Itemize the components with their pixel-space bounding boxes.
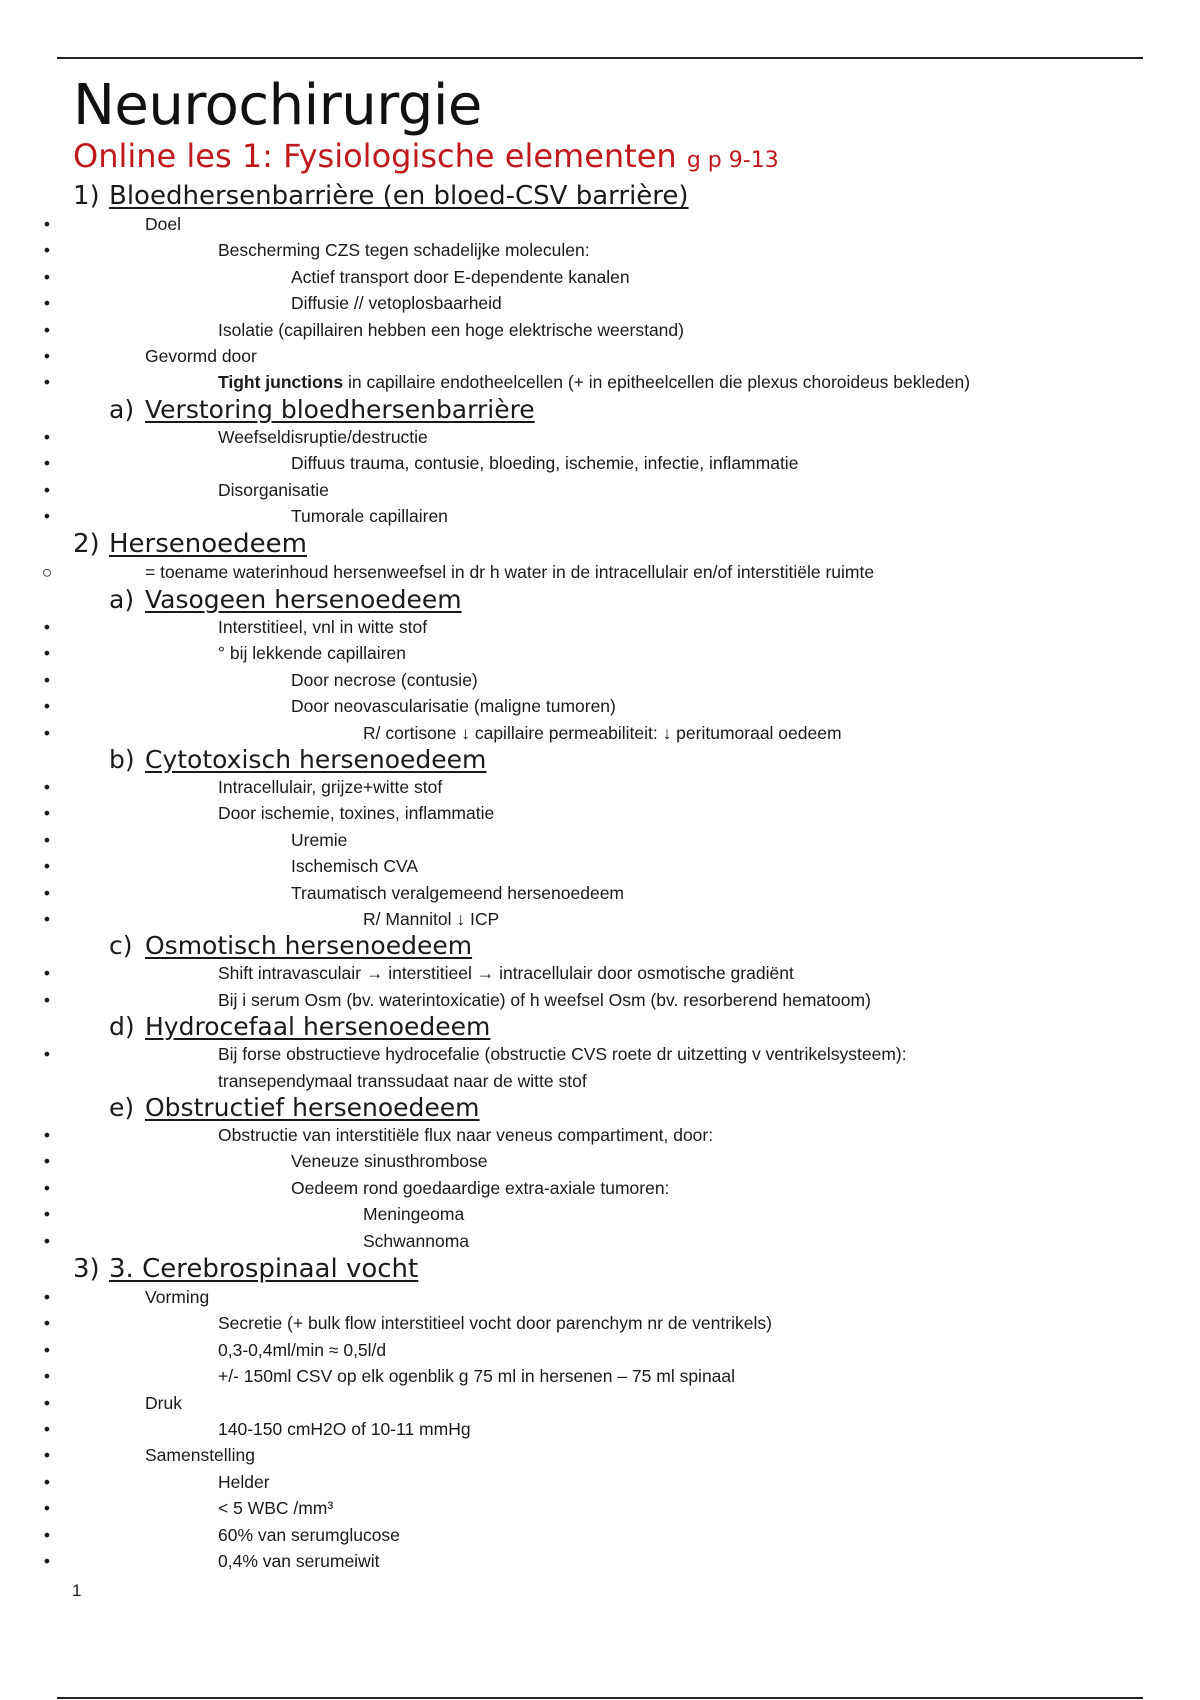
list-item: • ° bij lekkende capillairen [43,643,406,664]
subsection-heading-2d: d) Hydrocefaal hersenoedeem [109,1012,491,1042]
page-number: 1 [72,1581,82,1600]
definition-item: ○ = toename waterinhoud hersenweefsel in dr h water in de intracellulair en/of interstitiële ruimte [41,562,875,583]
list-item: • Secretie (+ bulk flow interstitieel vocht door parenchym nr de ventrikels) [43,1313,772,1334]
lesson-heading [73,138,1153,179]
subsection-heading-2a: a) Vasogeen hersenoedeem [109,584,462,614]
list-item: • Actief transport door E-dependente kanalen [43,266,630,287]
list-item: • Diffuus trauma, contusie, bloeding, ischemie, infectie, inflammatie [43,453,799,474]
list-item-continuation: transependymaal transsudaat naar de witte stof [218,1070,587,1091]
list-item: • 0,3-0,4ml/min ≈ 0,5l/d [43,1339,387,1360]
list-item: • Doel [43,214,181,234]
list-item: • < 5 WBC /mm³ [43,1498,334,1519]
document-page [41,73,1153,1574]
list-item: • Uremie [43,829,348,850]
list-item: • Weefseldisruptie/destructie [43,426,428,447]
list-item: • Ischemisch CVA [43,856,419,877]
section-heading-1: 1) Bloedhersenbarrière (en bloed-CSV barrière) [73,181,689,211]
list-item: • Gevormd door [43,346,257,367]
list-item: • Disorganisatie [43,479,329,500]
subsection-heading-2e: e) Obstructief hersenoedeem [109,1092,480,1122]
list-item: • Vorming [43,1287,210,1307]
list-item: • Tight junctions in capillaire endotheelcellen (+ in epitheelcellen die plexus choroideus bekleden) [43,372,971,393]
top-border-line [57,57,1143,59]
list-item: • Intracellulair, grijze+witte stof [43,776,443,797]
section-1-list [43,211,1153,396]
list-item: • Schwannoma [43,1230,470,1251]
lesson-page-ref: g p 9-13 [686,148,779,173]
list-item: • Traumatisch veralgemeend hersenoedeem [43,882,625,903]
list-item: • Door neovascularisatie (maligne tumoren) [43,696,616,717]
list-item: • 0,4% van serumeiwit [43,1551,380,1572]
list-item: • Tumorale capillairen [43,506,448,527]
list-item: • 140-150 cmH2O of 10-11 mmHg [43,1419,471,1440]
list-item: • Veneuze sinusthrombose [43,1151,488,1172]
section-heading-2: 2) Hersenoedeem [73,529,307,560]
subsection-heading-1a: a) Verstoring bloedhersenbarrière [109,394,535,424]
list-item: • Oedeem rond goedaardige extra-axiale tumoren: [43,1177,670,1198]
list-item: • Door ischemie, toxines, inflammatie [43,803,495,824]
lesson-title: Online les 1: Fysiologische elementen [73,137,677,175]
list-item: • Bij forse obstructieve hydrocefalie (obstructie CVS roete dr uitzetting v ventrikelsysteem): [43,1044,907,1065]
list-item: • +/- 150ml CSV op elk ogenblik g 75 ml in hersenen – 75 ml spinaal [43,1366,736,1387]
list-item: • Diffusie // vetoplosbaarheid [43,293,502,314]
list-item: • Obstructie van interstitiële flux naar veneus compartiment, door: [43,1124,714,1145]
list-item: • 60% van serumglucose [43,1524,400,1545]
list-item: • Druk [43,1392,182,1413]
bottom-border-line [57,1697,1143,1699]
list-item: • R/ Mannitol ↓ ICP [43,908,500,929]
list-item: • Shift intravasculair → interstitieel → intracellulair door osmotische gradiënt [43,963,794,984]
list-item: • Samenstelling [43,1445,255,1466]
list-item: • Bij i serum Osm (bv. waterintoxicatie) of h weefsel Osm (bv. resorberend hematoom) [43,989,871,1010]
list-item: • Door necrose (contusie) [43,669,478,690]
list-item: • R/ cortisone ↓ capillaire permeabiliteit: ↓ peritumoraal oedeem [43,722,842,743]
list-item: • Helder [43,1471,270,1492]
list-item: • Bescherming CZS tegen schadelijke moleculen: [43,240,590,261]
list-item: • Meningeoma [43,1204,465,1225]
section-heading-3: 3) 3. Cerebrospinaal vocht [73,1254,419,1284]
document-title: Neurochirurgie [73,73,482,138]
subsection-heading-2b: b) Cytotoxisch hersenoedeem [109,744,487,774]
subsection-heading-2c: c) Osmotisch hersenoedeem [109,931,473,961]
list-item: • Interstitieel, vnl in witte stof [43,616,428,637]
list-item: • Isolatie (capillairen hebben een hoge elektrische weerstand) [43,319,684,340]
